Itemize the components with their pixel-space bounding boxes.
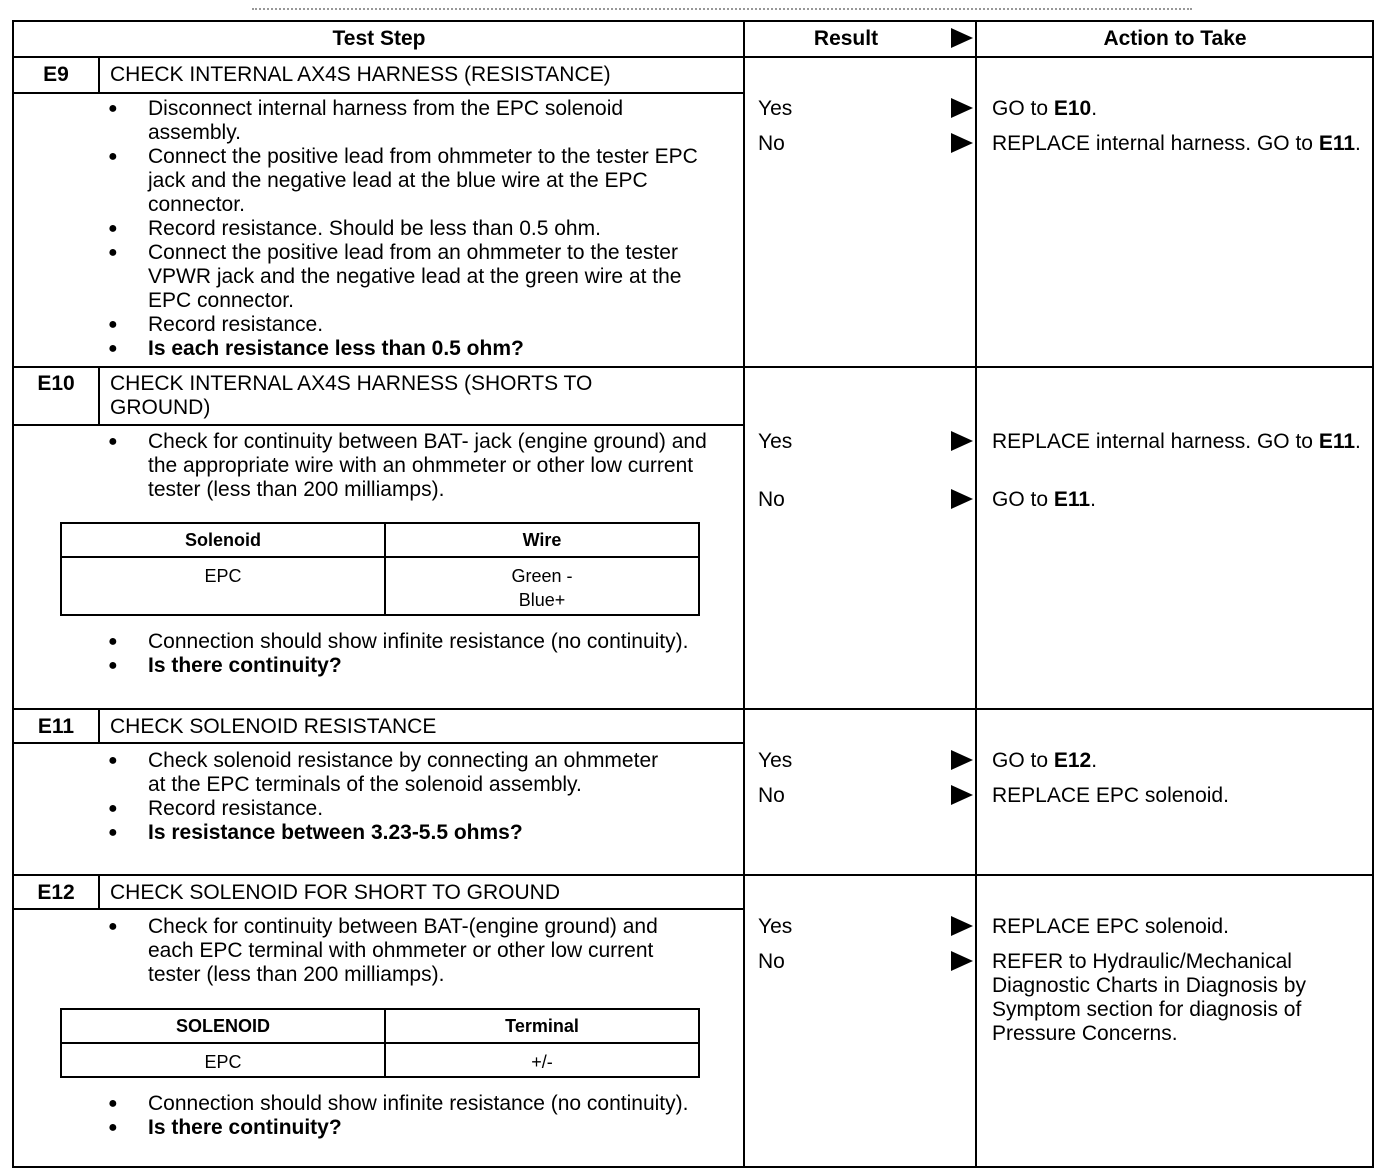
header-action: Action to Take	[1103, 27, 1247, 50]
action-no-e11: REPLACE EPC solenoid.	[992, 784, 1229, 807]
result-yes-e10: Yes	[758, 430, 793, 453]
step-bullets-e12b	[108, 1092, 728, 1140]
col-divider-result	[975, 22, 977, 1166]
step-title-e11: CHECK SOLENOID RESISTANCE	[110, 715, 437, 738]
cropped-header-strip	[252, 0, 1192, 10]
arrow-icon	[951, 431, 973, 451]
action-yes-e9: GO to E10.	[992, 97, 1098, 120]
bullet-item: ● Check solenoid resistance by connecting an ohmmeter at the EPC terminals of the solenoid assembly.	[108, 749, 668, 797]
subtable-header-solenoid: SOLENOID	[61, 1009, 385, 1043]
bullet-question: ● Is resistance between 3.23-5.5 ohms?	[108, 821, 668, 845]
arrow-icon	[951, 951, 973, 971]
subtable-header-wire: Wire	[385, 523, 699, 557]
header-arrow-icon	[951, 28, 973, 48]
result-yes-e11: Yes	[758, 749, 793, 772]
bullet-item: ● Check for continuity between BAT- jack (engine ground) and the appropriate wire with an ohmmeter or other low current tester (less than 200 milliamps).	[108, 430, 728, 502]
test-step-table	[12, 20, 1374, 1168]
e11-id-divider	[98, 710, 100, 742]
col-divider-test-step	[743, 22, 745, 1166]
diagnostic-page	[12, 0, 1374, 1168]
arrow-icon	[951, 916, 973, 936]
step-id-e10: E10	[37, 372, 75, 395]
row-divider-e11	[14, 874, 1372, 876]
wire-blue: Blue+	[518, 590, 566, 610]
result-no-e12: No	[758, 950, 785, 973]
e10-id-divider	[98, 368, 100, 424]
e11-title-underline	[14, 742, 744, 744]
bullet-item: ● Connect the positive lead from an ohmmeter to the tester VPWR jack and the negative lead at the green wire at the EPC connector.	[108, 241, 718, 313]
bullet-item: ● Record resistance.	[108, 797, 668, 821]
step-bullets-e11	[108, 749, 668, 845]
step-title-e10: CHECK INTERNAL AX4S HARNESS (SHORTS TO GROUND)	[110, 372, 593, 419]
bullet-question: ● Is there continuity?	[108, 654, 728, 678]
table-header	[14, 22, 1372, 58]
bullet-item: ● Connection should show infinite resistance (no continuity).	[108, 1092, 728, 1116]
step-title-e12: CHECK SOLENOID FOR SHORT TO GROUND	[110, 881, 561, 904]
result-yes-e9: Yes	[758, 97, 793, 120]
arrow-icon	[951, 785, 973, 805]
e9-id-divider	[98, 58, 100, 92]
bullet-item: ● Connection should show infinite resistance (no continuity).	[108, 630, 728, 654]
action-yes-e10: REPLACE internal harness. GO to E11.	[992, 430, 1361, 453]
step-bullets-e12a	[108, 915, 708, 987]
arrow-icon	[951, 750, 973, 770]
e9-title-underline	[14, 92, 744, 94]
arrow-icon	[951, 133, 973, 153]
action-yes-e11: GO to E12.	[992, 749, 1098, 772]
e12-id-divider	[98, 876, 100, 908]
subtable-header-solenoid: Solenoid	[61, 523, 385, 557]
bullet-question: ● Is there continuity?	[108, 1116, 728, 1140]
e10-title-underline	[14, 424, 744, 426]
result-no-e11: No	[758, 784, 785, 807]
bullet-item: ● Record resistance. Should be less than 0.5 ohm.	[108, 217, 718, 241]
subtable-header-terminal: Terminal	[385, 1009, 699, 1043]
subtable-cell-solenoid: EPC	[61, 557, 385, 615]
step-id-e12: E12	[37, 881, 75, 904]
result-no-e10: No	[758, 488, 785, 511]
action-no-e10: GO to E11.	[992, 488, 1096, 511]
step-id-e11: E11	[37, 715, 75, 738]
action-no-e12: REFER to Hydraulic/Mechanical Diagnostic Charts in Diagnosis by Symptom section for diagnosis of Pressure Concerns.	[992, 950, 1306, 1045]
step-title-e9: CHECK INTERNAL AX4S HARNESS (RESISTANCE)	[110, 63, 611, 86]
subtable-cell-solenoid: EPC	[61, 1043, 385, 1077]
solenoid-terminal-table	[60, 1008, 700, 1078]
step-id-e9: E9	[43, 63, 69, 86]
action-yes-e12: REPLACE EPC solenoid.	[992, 915, 1229, 938]
step-bullets-e10b	[108, 630, 728, 678]
subtable-cell-terminal: +/-	[385, 1043, 699, 1077]
result-yes-e12: Yes	[758, 915, 793, 938]
bullet-item: ● Connect the positive lead from ohmmeter to the tester EPC jack and the negative lead at the blue wire at the EPC connector.	[108, 145, 718, 217]
arrow-icon	[951, 489, 973, 509]
header-result: Result	[813, 27, 879, 50]
solenoid-wire-table	[60, 522, 700, 616]
subtable-cell-wire	[385, 557, 699, 615]
bullet-item: ● Check for continuity between BAT-(engine ground) and each EPC terminal with ohmmeter or other low current tester (less than 200 milliamps).	[108, 915, 708, 987]
bullet-item: ● Record resistance.	[108, 313, 718, 337]
e12-title-underline	[14, 908, 744, 910]
row-divider-e9	[14, 366, 1372, 368]
step-bullets-e10a	[108, 430, 728, 502]
arrow-icon	[951, 98, 973, 118]
row-divider-e10	[14, 708, 1372, 710]
header-test-step: Test Step	[332, 27, 426, 50]
result-no-e9: No	[758, 132, 785, 155]
bullet-question: ● Is each resistance less than 0.5 ohm?	[108, 337, 718, 361]
wire-green: Green -	[511, 566, 573, 586]
step-bullets-e9	[108, 97, 718, 361]
action-no-e9: REPLACE internal harness. GO to E11.	[992, 132, 1361, 155]
bullet-item: ● Disconnect internal harness from the EPC solenoid assembly.	[108, 97, 718, 145]
